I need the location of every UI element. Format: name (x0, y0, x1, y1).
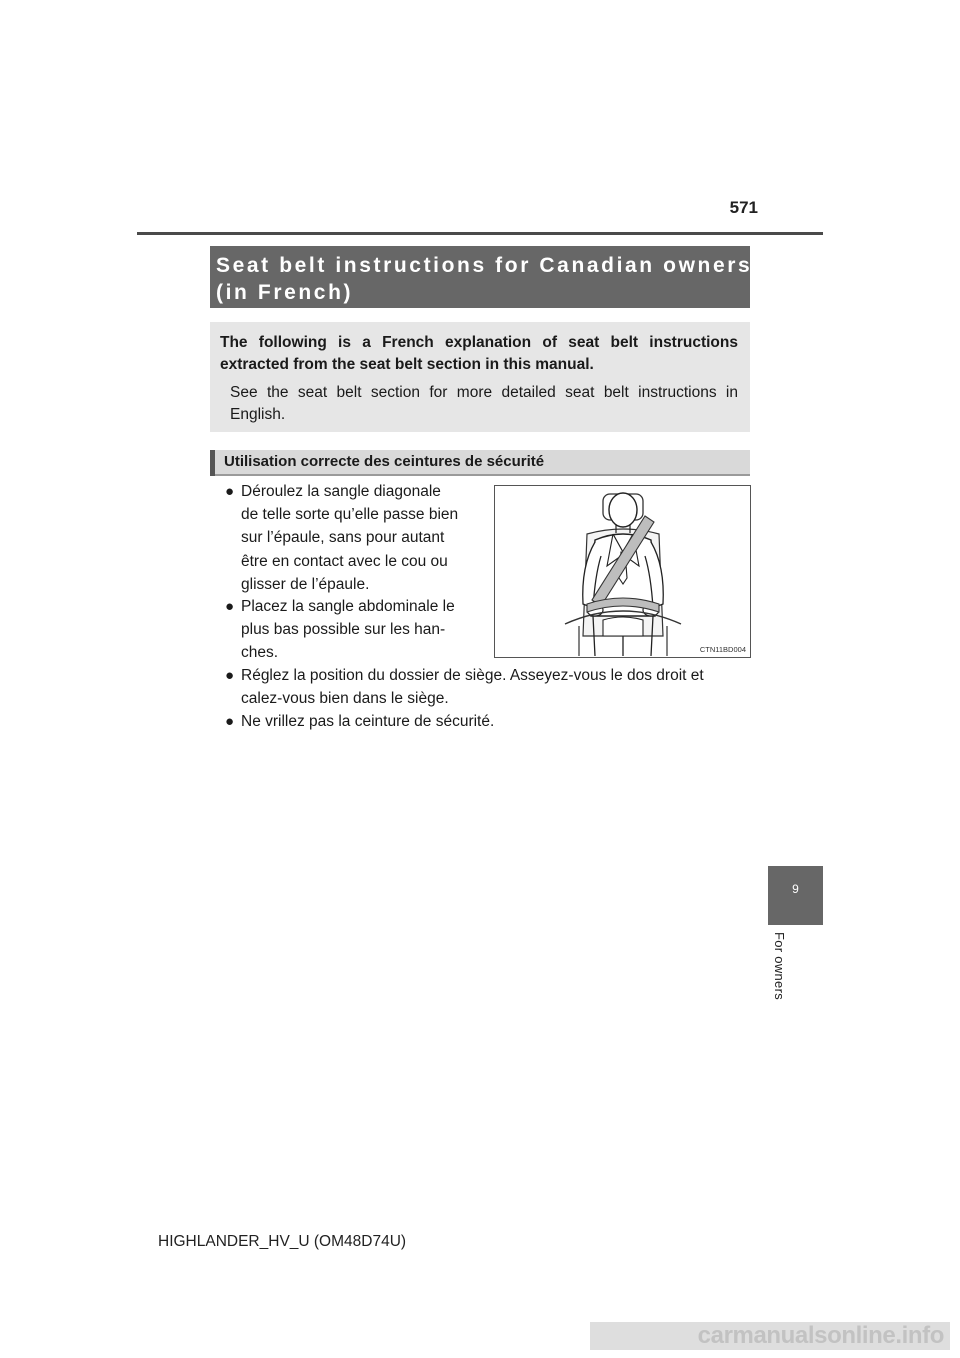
bullet-marker: ● (225, 598, 235, 615)
bullet-line: glisser de l’épaule. (241, 575, 370, 593)
bullet-line: être en contact avec le cou ou (241, 552, 448, 570)
watermark (590, 1322, 950, 1350)
bullet-line: sur l’épaule, sans pour autant (241, 529, 445, 547)
bullet-line: plus bas possible sur les han- (241, 621, 446, 639)
header-rule (137, 232, 823, 235)
chapter-tab[interactable] (768, 866, 823, 925)
section-title-line-1: Seat belt instructions for Canadian owners (216, 254, 753, 277)
subheading-bar (210, 450, 215, 476)
bullet-text (241, 595, 477, 665)
section-title-box (210, 246, 753, 308)
bullet-line: Déroulez la sangle diagonale (241, 483, 441, 500)
intro-normal-text: See the seat belt section for more detailed seat belt instructions in English. (230, 384, 738, 423)
bullet-line: de telle sorte qu’elle passe bien (241, 506, 459, 524)
bullet-text (241, 664, 749, 710)
subheading-text: Utilisation correcte des ceintures de sécurité (224, 453, 545, 470)
bullet-marker: ● (225, 483, 235, 500)
intro-box (210, 322, 750, 432)
bullet-text (241, 710, 749, 733)
subheading (210, 450, 750, 476)
footer-model-code: HIGHLANDER_HV_U (OM48D74U) (158, 1233, 407, 1250)
seat-belt-illustration (494, 485, 751, 658)
chapter-label (772, 932, 788, 1012)
bullet-line: Ne vrillez pas la ceinture de sécurité. (241, 713, 495, 730)
bullet-line: Placez la sangle abdominale le (241, 598, 455, 615)
intro-bold-text: The following is a French explanation of seat belt instructions extracted from the seat belt section in this manual. (220, 334, 738, 373)
bullet-line: Réglez la position du dossier de siège. Asseyez-vous le dos droit et (241, 667, 704, 684)
section-title-line-2: (in French) (216, 281, 354, 304)
bullet-text (241, 480, 477, 596)
bullet-marker: ● (225, 667, 235, 684)
bullet-marker: ● (225, 713, 235, 730)
bullet-line: calez-vous bien dans le siège. (241, 690, 449, 708)
chapter-number: 9 (792, 882, 799, 896)
figure-code: CTN11BD004 (699, 645, 746, 654)
chapter-label-text: For owners (772, 932, 787, 1001)
seated-person-icon (495, 486, 750, 657)
page-number: 571 (729, 198, 758, 217)
watermark-text: carmanualsonline.info (697, 1322, 944, 1349)
bullet-line: ches. (241, 644, 279, 662)
